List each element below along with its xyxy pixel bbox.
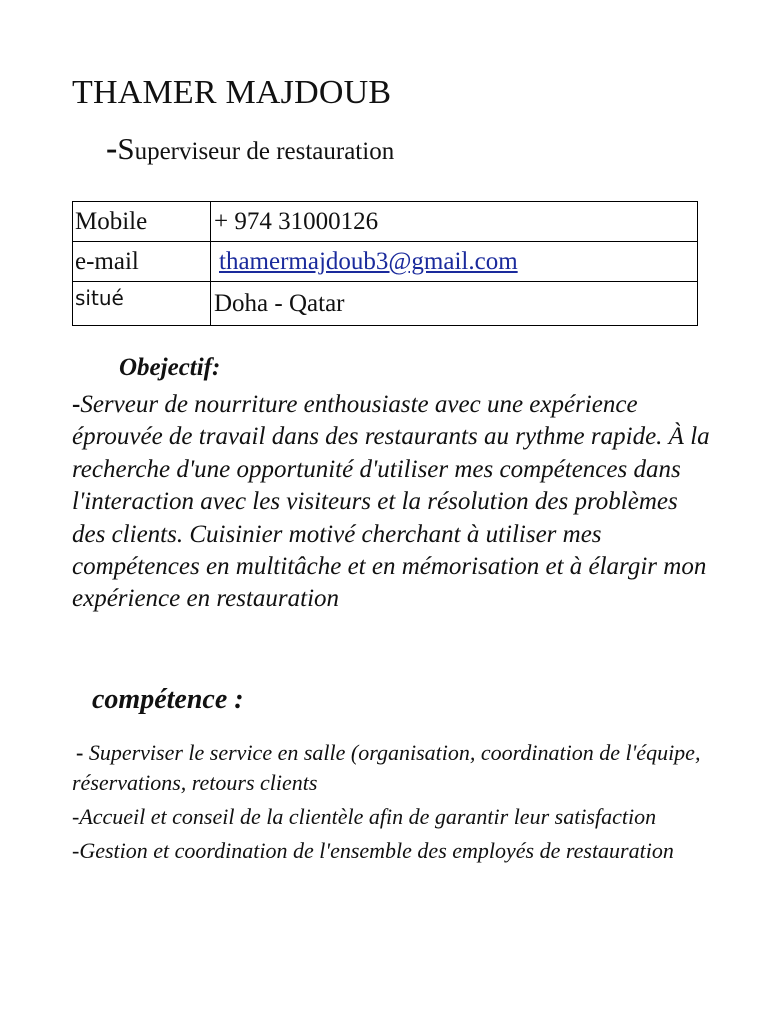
objective-paragraph	[72, 389, 712, 616]
contact-value-mobile: + 974 31000126	[211, 202, 698, 242]
contact-label-mobile: Mobile	[73, 202, 211, 242]
skills-heading: compétence :	[92, 684, 244, 715]
contact-label-location: situé	[73, 282, 211, 326]
skill-dash: -	[72, 838, 80, 863]
candidate-name: THAMER MAJDOUB	[72, 74, 392, 111]
skill-text: Superviser le service en salle (organisation, coordination de l'équipe, réservations, retours clients	[72, 740, 701, 795]
skill-text: Gestion et coordination de l'ensemble des employés de restauration	[79, 838, 674, 863]
contact-row-mobile	[73, 202, 698, 242]
skill-text: Accueil et conseil de la clientèle afin de garantir leur satisfaction	[79, 804, 657, 829]
contact-row-location	[73, 282, 698, 326]
job-title-text: uperviseur de restauration	[134, 138, 395, 165]
skill-dash: -	[76, 740, 89, 765]
contact-value-email	[211, 242, 698, 282]
contact-label-email: e-mail	[73, 242, 211, 282]
contact-value-location: Doha - Qatar	[211, 282, 698, 326]
email-link[interactable]: thamermajdoub3@gmail.com	[219, 247, 518, 275]
skill-item	[72, 836, 712, 866]
job-title	[106, 131, 394, 167]
objective-dash: -	[72, 391, 81, 418]
skill-item	[72, 802, 712, 832]
contact-row-email	[73, 242, 698, 282]
objective-text: Serveur de nourriture enthousiaste avec une expérience éprouvée de travail dans des restaurants au rythme rapide. À la recherche d'une opportunité d'utiliser mes compétences dans l'interaction avec les visiteurs et la résolution des problèmes des clients. Cuisinier motivé cherchant à utiliser mes compétences en multitâche et en mémorisation et à élargir mon expérience en restauration	[72, 391, 710, 613]
skill-item	[72, 738, 712, 798]
job-title-initial: S	[117, 131, 135, 166]
skills-list	[72, 738, 712, 870]
objective-heading: Obejectif:	[119, 354, 221, 381]
job-title-dash: -	[106, 130, 118, 167]
skill-dash: -	[72, 804, 80, 829]
contact-table	[72, 201, 698, 326]
